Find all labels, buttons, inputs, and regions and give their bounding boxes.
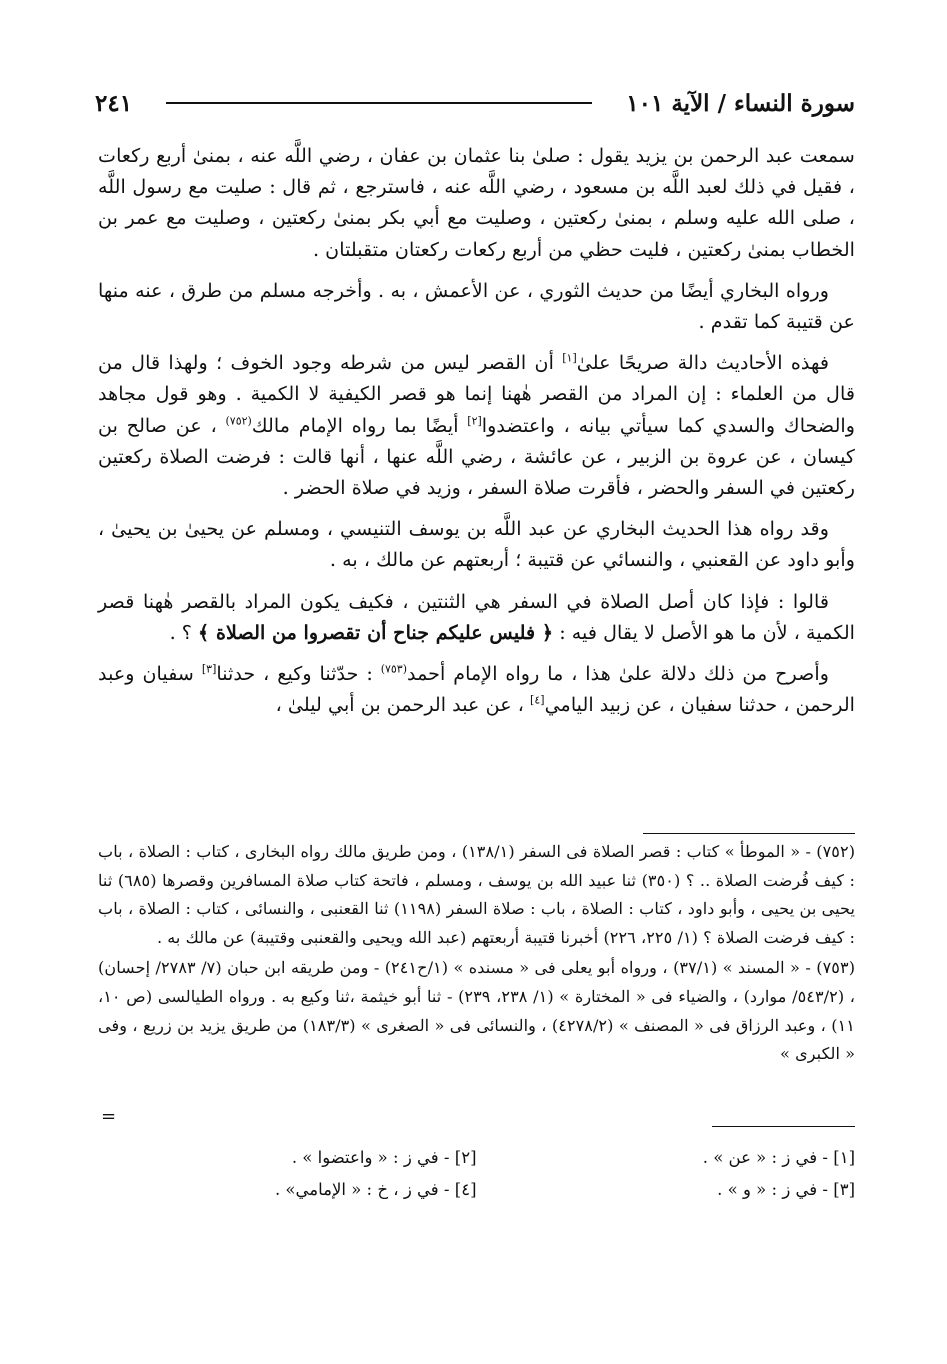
variant-note: [٢] - في ز : « واعتضوا » . [291,1148,477,1167]
text-run: ؟ . [169,620,199,644]
variant-note: [٣] - في ز : « و » . [717,1180,855,1199]
footnote-753: (٧٥٣) - « المسند » (٣٧/١) ، ورواه أبو يعلى فى « مسنده » (١/ح٢٤١) - ومن طريقه ابن حبان (٧/ ٢٧٨٣/ إحسان) ، (٥٤٣/٢/ موارد) ، والضياء فى « المختارة » (١/ ٢٣٨، ٢٣٩) - ثنا أبو خيثمة ،ثنا وكيع به . ورواه الطيالسى (ص ١٠، ١١) ، وعبد الرزاق فى « المصنف » (٤٢٧٨/٢) ، والنسائى فى « الصغرى » (١٨٣/٣) من طريق يزيد بن زريع ، وفى « الكبرى » [98,958,856,1064]
text-run: سفيان وعبد الرحمن ، حدثنا سفيان ، عن زبيد اليامي [98,662,855,717]
paragraph-1: سمعت عبد الرحمن بن يزيد يقول : صلىٰ بنا عثمان بن عفان ، رضي اللَّه عنه ، بمنىٰ أربع ركعات ، فقيل في ذلك لعبد اللَّه بن مسعود ، رضي اللَّه عنه ، فاسترجع ، ثم قال : صليت مع رسول اللَّه ، صلى الله عليه وسلم ، بمنىٰ ركعتين ، وصليت مع أبي بكر بمنىٰ ركعتين ، وصليت مع عمر بن الخطاب بمنىٰ ركعتين ، فليت حظي من أربع ركعات ركعتان متقبلتان . [98,144,855,261]
text-run: أن القصر ليس من شرطه وجود الخوف ؛ ولهذا قال من قال من العلماء : إن المراد من القصر هٰهنا إنما هو قصر الكيفية لا الكمية . وهو قول مجاهد والضحاك والسدي كما سيأتي بيانه ، واعتضدوا [98,351,856,437]
quran-quote: ﴿ فليس عليكم جناح أن تقصروا من الصلاة ﴾ [198,620,554,644]
footnote-separator [643,833,855,834]
footnote-752: (٧٥٢) - « الموطأ » كتاب : قصر الصلاة فى السفر (١٣٨/١) ، ومن طريق مالك رواه البخارى ، كتاب : الصلاة ، باب : كيف فُرضت الصلاة .. ؟ (٣٥٠) ثنا عبيد الله بن يوسف ، ومسلم ، فاتحة كتاب صلاة المسافرين وقصرها (٦٨٥) ثنا يحيى بن يحيى ، وأبو داود ، كتاب : الصلاة ، باب : صلاة السفر (١١٩٨) ثنا القعنبى ، والنسائى ، كتاب : الصلاة ، باب : كيف فرضت الصلاة ؟ (١/ ٢٢٥، ٢٢٦) أخبرنا قتيبة أربعتهم (عبد الله ويحيى والقعنبى وقتيبة) عن مالك به . [98,842,856,947]
variant-note: [١] - في ز : « عن » . [702,1148,855,1167]
header-rule [166,102,592,104]
variants-row [98,1174,855,1206]
variant-note: [٤] - في ز ، خ : « الإمامي» . [274,1180,477,1199]
footnote-marker: (٧٥٢) [225,414,252,428]
running-title: سورة النساء / الآية ١٠١ [626,89,855,117]
variant-marker: [٤] [530,693,545,707]
text-run: وأصرح من ذلك دلالة علىٰ هذا ، ما رواه الإمام أحمد [407,662,829,686]
variant-marker: [٢] [467,414,482,428]
paragraph-6 [98,658,855,720]
text-run: قالوا : فإذا كان أصل الصلاة في السفر هي الثنتين ، فكيف يكون المراد بالقصر هٰهنا قصر الكمية ، لأن ما هو الأصل لا يقال فيه : [98,589,855,644]
text-run: : حدّثنا وكيع ، حدثنا [216,662,381,686]
text-run: ، عن صالح بن كيسان ، عن عروة بن الزبير ، عن عائشة ، رضي اللَّه عنها ، أنها قالت : فرضت الصلاة ركعتين ركعتين في السفر والحضر ، فأقرت صلاة السفر ، وزيد في صلاة الحضر . [98,413,855,500]
footnotes [98,838,855,1071]
variant-marker: [١] [562,351,577,365]
page-header [95,86,855,120]
page-number: ٢٤١ [95,89,133,117]
variants-row [98,1142,855,1174]
paragraph-4: وقد رواه هذا الحديث البخاري عن عبد اللَّه بن يوسف التنيسي ، ومسلم عن يحيىٰ بن يحيىٰ ، وأبو داود عن القعنبي ، والنسائي عن قتيبة ؛ أربعتهم عن مالك ، به . [98,517,855,572]
text-run: فهذه الأحاديث دالة صريحًا علىٰ [576,351,830,375]
variants-separator [712,1126,855,1127]
text-run: ، عن عبد الرحمن بن أبي ليلىٰ ، [275,693,531,717]
paragraph-2: ورواه البخاري أيضًا من حديث الثوري ، عن الأعمش ، به . وأخرجه مسلم من طرق ، عنه منها عن قتيبة كما تقدم . [98,278,855,334]
variant-marker: [٣] [201,662,217,676]
paragraph-5 [98,586,855,648]
manuscript-variants [98,1142,855,1206]
paragraph-3 [98,347,855,503]
footnote-marker: (٧٥٣) [380,662,408,676]
text-run: أيضًا بما رواه الإمام مالك [251,413,468,437]
continuation-mark: = [101,1106,117,1127]
main-text [98,140,855,730]
